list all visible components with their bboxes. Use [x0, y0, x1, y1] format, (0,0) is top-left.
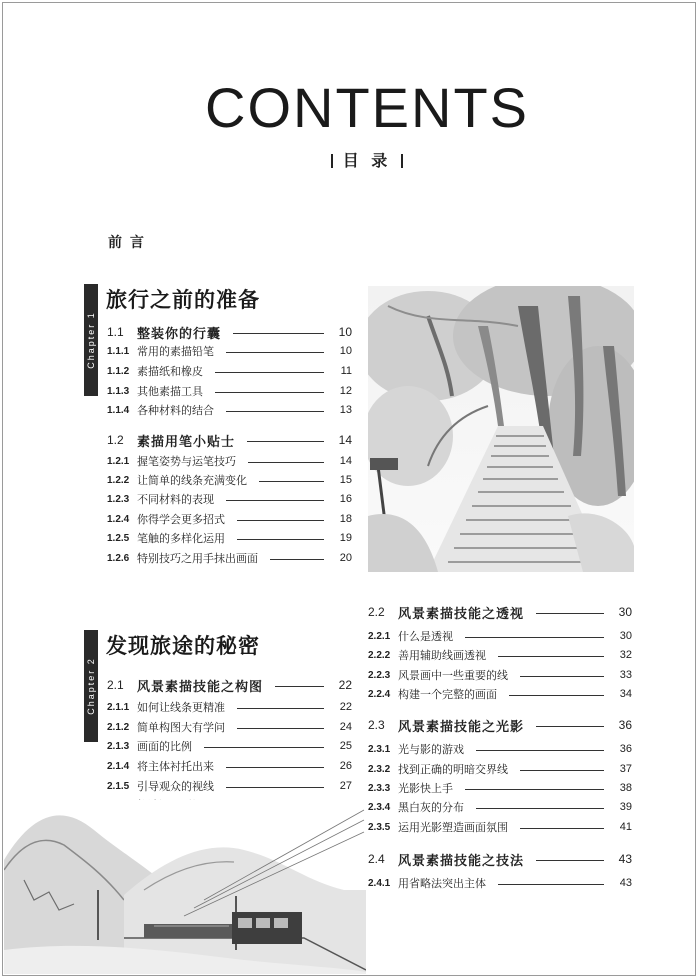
toc-entry-number: 2.2.1 — [368, 630, 391, 642]
toc-page-number: 36 — [619, 743, 632, 755]
toc-page-number: 30 — [619, 630, 632, 642]
toc-subsection-entry[interactable] — [368, 874, 632, 892]
toc-page-number: 38 — [619, 782, 632, 794]
toc-page-number: 10 — [339, 345, 352, 357]
toc-entry-label: 构建一个完整的画面 — [398, 689, 497, 701]
toc-leader-line — [226, 352, 324, 353]
toc-entry-label: 引导观众的视线 — [137, 781, 214, 793]
toc-entry-label: 光与影的游戏 — [398, 744, 464, 756]
toc-page-number: 14 — [338, 433, 352, 447]
toc-entry-number: 2.1.1 — [107, 701, 130, 713]
toc-entry-label: 善用辅助线画透视 — [398, 650, 486, 662]
toc-entry-number: 2.3 — [368, 718, 385, 732]
chapter-2-title[interactable]: 发现旅途的秘密 — [106, 635, 260, 658]
toc-entry-number: 1.1 — [107, 325, 124, 339]
toc-entry-number: 2.1 — [107, 678, 124, 692]
toc-entry-label: 整装你的行囊 — [137, 325, 222, 341]
toc-entry-number: 1.2.6 — [107, 552, 130, 564]
toc-subsection-entry[interactable] — [107, 382, 352, 400]
toc-subsection-entry[interactable] — [107, 777, 352, 795]
toc-subsection-entry[interactable] — [107, 510, 352, 528]
toc-page-number: 30 — [618, 605, 632, 619]
train-sketch-image — [4, 800, 366, 974]
chapter-1-tab — [84, 284, 98, 396]
toc-entry-label: 什么是透视 — [398, 631, 453, 643]
page-subtitle — [0, 148, 700, 171]
toc-entry-label: 简单构图大有学问 — [137, 722, 225, 734]
chapter-2-tab — [84, 630, 98, 742]
toc-subsection-entry[interactable] — [368, 760, 632, 778]
toc-entry-label: 其他素描工具 — [137, 386, 203, 398]
toc-page-number: 10 — [338, 325, 352, 339]
toc-section-entry[interactable] — [368, 716, 632, 734]
toc-subsection-entry[interactable] — [368, 740, 632, 758]
toc-entry-number: 2.1.3 — [107, 740, 130, 752]
toc-leader-line — [509, 695, 604, 696]
subtitle-text: 目 录 — [342, 153, 392, 170]
chapter-1-title[interactable]: 旅行之前的准备 — [106, 289, 260, 312]
toc-entry-number: 2.4.1 — [368, 877, 391, 889]
toc-entry-number: 1.1.4 — [107, 404, 130, 416]
toc-entry-number: 2.2.2 — [368, 649, 391, 661]
toc-leader-line — [237, 728, 324, 729]
preface-entry[interactable]: 前 言 — [108, 234, 146, 250]
toc-entry-number: 1.2.4 — [107, 513, 130, 525]
toc-entry-label: 黑白灰的分布 — [398, 802, 464, 814]
toc-page-number: 32 — [619, 649, 632, 661]
toc-leader-line — [520, 770, 604, 771]
toc-page-number: 14 — [339, 455, 352, 467]
toc-leader-line — [536, 860, 604, 861]
toc-leader-line — [498, 884, 604, 885]
toc-entry-label: 笔触的多样化运用 — [137, 533, 225, 545]
toc-subsection-entry[interactable] — [368, 685, 632, 703]
toc-leader-line — [520, 828, 604, 829]
toc-leader-line — [226, 500, 324, 501]
toc-entry-label: 让简单的线条充满变化 — [137, 475, 247, 487]
toc-entry-label: 你得学会更多招式 — [137, 514, 225, 526]
toc-subsection-entry[interactable] — [368, 666, 632, 684]
toc-leader-line — [465, 789, 604, 790]
toc-subsection-entry[interactable] — [107, 471, 352, 489]
toc-leader-line — [215, 392, 324, 393]
toc-leader-line — [226, 411, 324, 412]
toc-subsection-entry[interactable] — [107, 718, 352, 736]
toc-page-number: 15 — [339, 474, 352, 486]
toc-section-entry[interactable] — [368, 603, 632, 621]
toc-subsection-entry[interactable] — [107, 452, 352, 470]
toc-entry-number: 2.1.4 — [107, 760, 130, 772]
toc-page-number: 16 — [339, 493, 352, 505]
toc-leader-line — [275, 686, 324, 687]
toc-subsection-entry[interactable] — [107, 342, 352, 360]
toc-leader-line — [259, 481, 324, 482]
toc-entry-label: 风景素描技能之构图 — [137, 678, 264, 694]
toc-leader-line — [536, 613, 604, 614]
toc-subsection-entry[interactable] — [368, 798, 632, 816]
toc-entry-label: 风景素描技能之技法 — [398, 852, 525, 868]
toc-subsection-entry[interactable] — [107, 401, 352, 419]
toc-entry-label: 素描用笔小贴士 — [137, 433, 236, 449]
toc-subsection-entry[interactable] — [107, 362, 352, 380]
toc-entry-number: 2.2.4 — [368, 688, 391, 700]
toc-entry-number: 2.1.2 — [107, 721, 130, 733]
toc-subsection-entry[interactable] — [368, 779, 632, 797]
subtitle-bar-left — [331, 154, 333, 168]
toc-entry-label: 特别技巧之用手抹出画面 — [137, 553, 258, 565]
toc-entry-label: 找到正确的明暗交界线 — [398, 764, 508, 776]
toc-entry-number: 1.2.1 — [107, 455, 130, 467]
toc-entry-number: 1.2 — [107, 433, 124, 447]
chapter-1-tab-label: Chapter 1 — [86, 311, 96, 369]
toc-leader-line — [226, 787, 324, 788]
toc-leader-line — [270, 559, 324, 560]
page-title: CONTENTS — [205, 76, 529, 139]
toc-subsection-entry[interactable] — [107, 737, 352, 755]
toc-page-number: 37 — [619, 763, 632, 775]
toc-entry-number: 2.2 — [368, 605, 385, 619]
toc-section-entry[interactable] — [107, 676, 352, 694]
toc-entry-number: 2.3.1 — [368, 743, 391, 755]
toc-page-number: 20 — [339, 552, 352, 564]
toc-page-number: 24 — [339, 721, 352, 733]
toc-entry-label: 握笔姿势与运笔技巧 — [137, 456, 236, 468]
toc-leader-line — [248, 462, 324, 463]
toc-entry-label: 各种材料的结合 — [137, 405, 214, 417]
toc-entry-number: 1.1.2 — [107, 365, 130, 377]
toc-subsection-entry[interactable] — [107, 529, 352, 547]
toc-entry-label: 如何让线条更精准 — [137, 702, 225, 714]
toc-entry-label: 光影快上手 — [398, 783, 453, 795]
toc-leader-line — [237, 708, 324, 709]
toc-leader-line — [237, 520, 324, 521]
toc-entry-number: 2.3.4 — [368, 801, 391, 813]
toc-section-entry[interactable] — [107, 323, 352, 341]
toc-leader-line — [498, 656, 604, 657]
toc-entry-label: 常用的素描铅笔 — [137, 346, 214, 358]
toc-entry-label: 画面的比例 — [137, 741, 192, 753]
toc-entry-label: 将主体衬托出来 — [137, 761, 214, 773]
toc-entry-number: 2.3.3 — [368, 782, 391, 794]
toc-leader-line — [465, 637, 604, 638]
toc-entry-label: 风景素描技能之光影 — [398, 718, 525, 734]
toc-entry-number: 2.2.3 — [368, 669, 391, 681]
toc-subsection-entry[interactable] — [368, 627, 632, 645]
toc-leader-line — [204, 747, 324, 748]
toc-leader-line — [215, 372, 324, 373]
chapter-2-tab-label: Chapter 2 — [86, 657, 96, 715]
toc-page-number: 25 — [339, 740, 352, 752]
toc-entry-number: 1.1.1 — [107, 345, 130, 357]
stairs-sketch-image — [368, 286, 634, 572]
toc-subsection-entry[interactable] — [107, 549, 352, 567]
toc-leader-line — [536, 726, 604, 727]
toc-page-number: 18 — [339, 513, 352, 525]
toc-page-number: 12 — [339, 385, 352, 397]
toc-page-number: 34 — [619, 688, 632, 700]
toc-leader-line — [476, 808, 604, 809]
toc-subsection-entry[interactable] — [368, 646, 632, 664]
toc-entry-label: 素描纸和橡皮 — [137, 366, 203, 378]
toc-entry-number: 1.1.3 — [107, 385, 130, 397]
toc-page-number: 13 — [339, 404, 352, 416]
toc-subsection-entry[interactable] — [107, 698, 352, 716]
toc-section-entry[interactable] — [107, 431, 352, 449]
toc-subsection-entry[interactable] — [368, 818, 632, 836]
toc-entry-label: 风景素描技能之透视 — [398, 605, 525, 621]
toc-section-entry[interactable] — [368, 850, 632, 868]
toc-page-number: 43 — [618, 852, 632, 866]
toc-leader-line — [476, 750, 604, 751]
toc-leader-line — [237, 539, 324, 540]
subtitle-bar-right — [401, 154, 403, 168]
toc-page-number: 22 — [339, 701, 352, 713]
toc-leader-line — [520, 676, 604, 677]
toc-entry-number: 2.4 — [368, 852, 385, 866]
toc-page-number: 33 — [619, 669, 632, 681]
toc-leader-line — [226, 767, 324, 768]
toc-page-number: 22 — [338, 678, 352, 692]
toc-page-number: 39 — [619, 801, 632, 813]
toc-entry-label: 风景画中一些重要的线 — [398, 670, 508, 682]
toc-subsection-entry[interactable] — [107, 490, 352, 508]
toc-page-number: 19 — [339, 532, 352, 544]
toc-entry-number: 2.1.5 — [107, 780, 130, 792]
toc-page-number: 43 — [619, 877, 632, 889]
toc-subsection-entry[interactable] — [107, 757, 352, 775]
toc-entry-label: 用省略法突出主体 — [398, 878, 486, 890]
toc-entry-label: 不同材料的表现 — [137, 494, 214, 506]
toc-page-number: 26 — [339, 760, 352, 772]
toc-leader-line — [233, 333, 324, 334]
toc-entry-number: 1.2.2 — [107, 474, 130, 486]
toc-entry-number: 1.2.3 — [107, 493, 130, 505]
toc-page-number: 11 — [340, 365, 352, 377]
toc-leader-line — [247, 441, 324, 442]
toc-entry-number: 2.3.2 — [368, 763, 391, 775]
toc-entry-number: 1.2.5 — [107, 532, 130, 544]
toc-page-number: 41 — [619, 821, 632, 833]
toc-page-number: 36 — [618, 718, 632, 732]
toc-entry-number: 2.3.5 — [368, 821, 391, 833]
toc-page-number: 27 — [339, 780, 352, 792]
toc-entry-label: 运用光影塑造画面氛围 — [398, 822, 508, 834]
